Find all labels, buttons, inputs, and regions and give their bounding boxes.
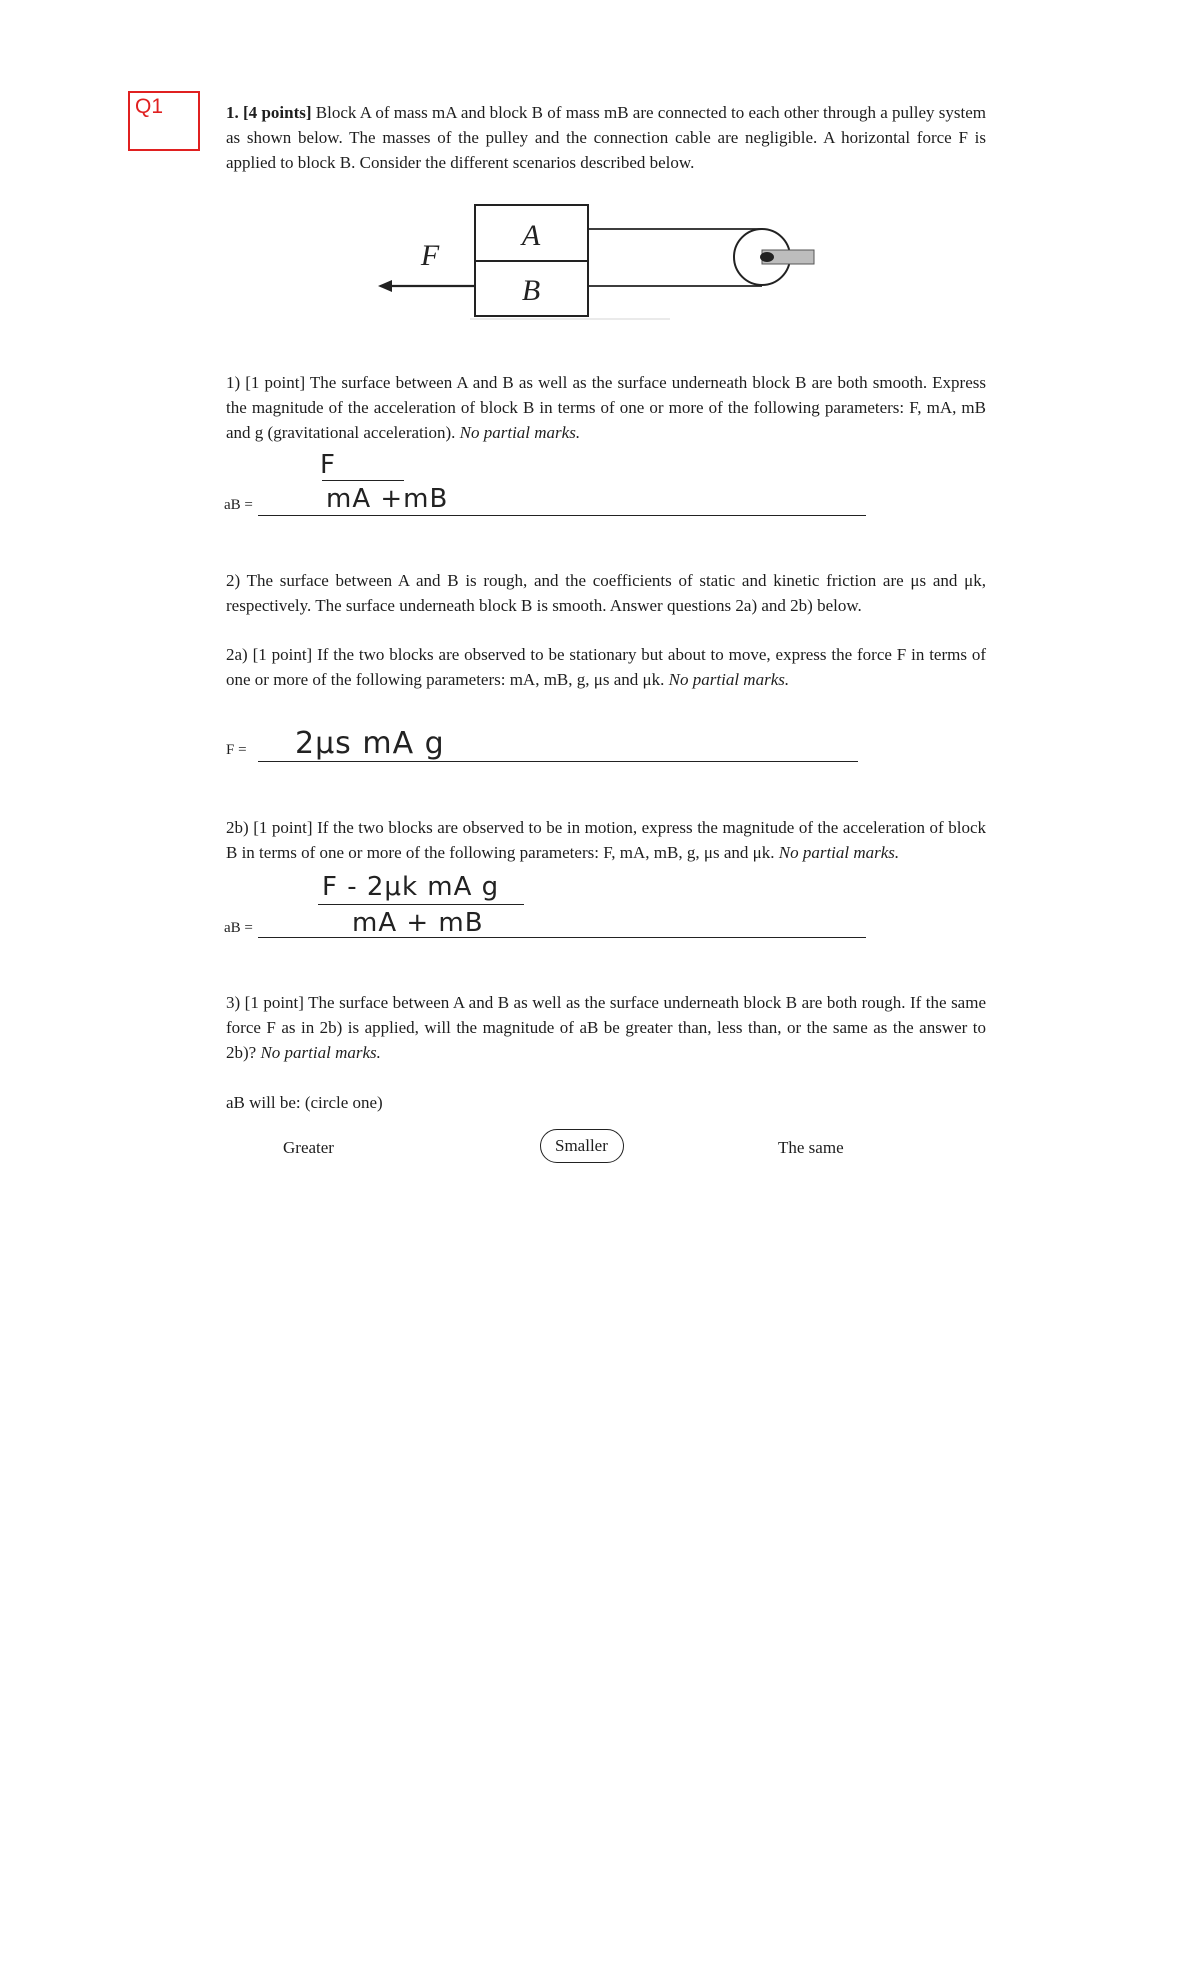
part1-note: No partial marks. [459,423,581,442]
force-arrow-icon [378,280,392,292]
part3-heading: 3) [1 point] [226,993,304,1012]
pulley-diagram [370,195,840,330]
part2b-text [226,815,986,865]
part2b-fraction-bar [318,904,524,905]
question-tag: Q1 [135,95,164,118]
option-the-same[interactable]: The same [778,1138,844,1157]
part2b-answer-line [258,937,866,938]
part3-text [226,990,986,1065]
question-intro-text: Block A of mass mA and block B of mass mB are connected to each other through a pulley system as shown below. The masses of the pulley and the connection cable are negligible. A horizontal force F is applied to block B. Consider the different scenarios described below. [226,103,986,172]
part1-answer-denominator: mA +mB [326,484,449,514]
question-intro [226,100,986,175]
force-label: F [420,239,440,272]
part1-answer-numerator: F [320,450,336,480]
part2a-answer-label: F = [226,742,247,758]
question-number: 1. [226,103,239,122]
part2b-heading: 2b) [1 point] [226,818,313,837]
part2a-body: If the two blocks are observed to be stationary but about to move, express the force F in terms of one or more of the following parameters: mA, mB, g, μs and μk. [226,645,987,689]
part3-body: The surface between A and B as well as the surface underneath block B are both rough. If the same force F as in 2b) is applied, will the magnitude of aB be greater than, less than, or the same as the answer to 2b)? [226,993,986,1062]
part1-body: The surface between A and B as well as the surface underneath block B are both smooth. Express the magnitude of the acceleration of block B in terms of one or more of the following parameters: F, mA, mB and g (gravitational acceleration). [226,373,986,442]
part2b-answer-label: aB = [224,920,253,936]
part2b-answer-numerator: F - 2μk mA g [322,872,500,902]
part2b-note: No partial marks. [778,843,900,862]
part2a-note: No partial marks. [668,670,790,689]
part1-heading: 1) [1 point] [226,373,306,392]
part2a-heading: 2a) [1 point] [226,645,313,664]
question-points: [4 points] [243,103,312,122]
part2a-answer-line [258,761,858,762]
part2a-answer: 2μs mA g [295,726,445,761]
part2-text: 2) The surface between A and B is rough, and the coefficients of static and kinetic friction are μs and μk, respectively. The surface underneath block B is smooth. Answer questions 2a) and 2b) below. [226,571,986,615]
part2b-answer-denominator: mA + mB [352,908,484,938]
part2a-text [226,642,986,692]
part1-fraction-bar [322,480,404,481]
part1-answer-line [258,515,866,516]
block-a-label: A [521,219,541,252]
option-greater[interactable]: Greater [283,1138,334,1157]
part1-text [226,370,986,445]
part1-answer-label: aB = [224,497,253,513]
part3-note: No partial marks. [260,1043,381,1062]
option-smaller[interactable]: Smaller [555,1136,608,1155]
part3-prompt: aB will be: (circle one) [226,1093,383,1112]
part2b-body: If the two blocks are observed to be in motion, express the magnitude of the acceleration of block B in terms of one or more of the following parameters: F, mA, mB, g, μs and μk. [226,818,987,862]
question-tag-box [128,91,200,151]
block-b-label: B [521,274,541,307]
